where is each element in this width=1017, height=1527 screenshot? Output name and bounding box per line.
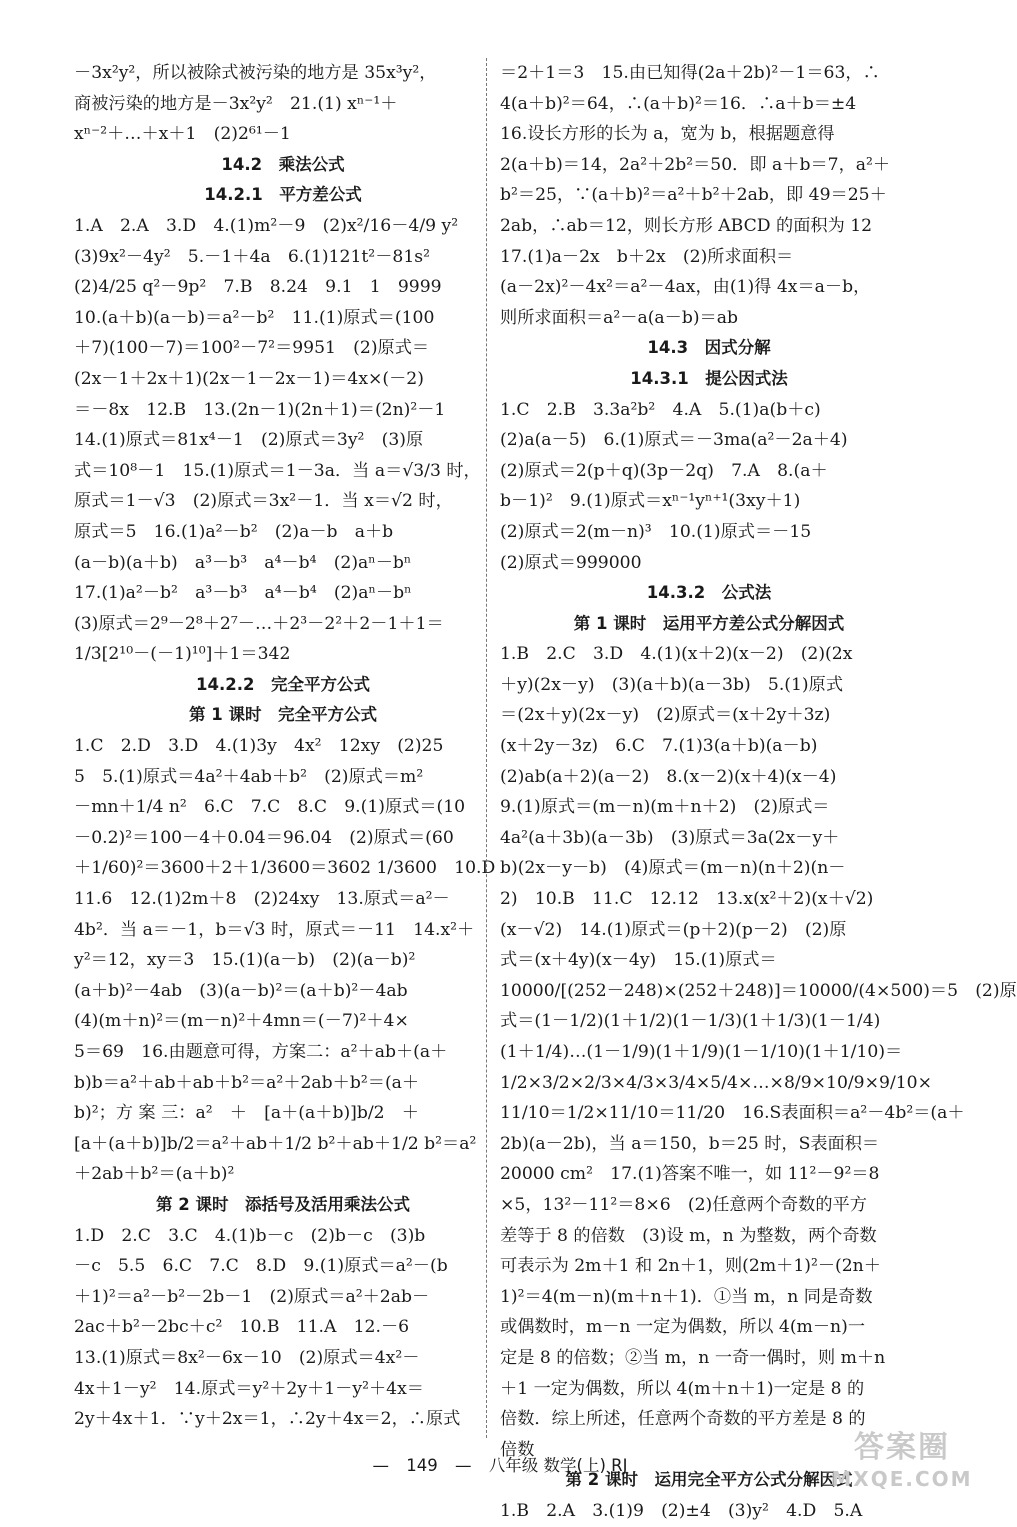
answer-line: (2)4/25 q²－9p² 7.B 8.24 9.1 1 9999 <box>74 277 442 298</box>
answer-line: 11/10＝1/2×11/10＝11/20 16.S表面积＝a²－4b²＝(a＋ <box>500 1103 965 1124</box>
answer-line: (2)原式＝2(p＋q)(3p－2q) 7.A 8.(a＋ <box>500 460 828 481</box>
answer-line: 4a²(a＋3b)(a－3b) (3)原式＝3a(2x－y＋ <box>500 827 840 848</box>
answer-line: (3)原式＝2⁹－2⁸＋2⁷－…＋2³－2²＋2－1＋1＝ <box>74 613 444 634</box>
answer-line: 2(a＋b)＝14，2a²＋2b²＝50．即 a＋b＝7，a²＋ <box>500 154 891 175</box>
answer-line: (1＋1/4)…(1－1/9)(1＋1/9)(1－1/10)(1＋1/10)＝ <box>500 1042 903 1062</box>
answer-line: 1.A 2.A 3.D 4.(1)m²－9 (2)x²/16－4/9 y² <box>74 215 459 236</box>
answer-line: 2ab，∴ab＝12，则长方形 ABCD 的面积为 12 <box>500 215 873 236</box>
answer-line: 商被污染的地方是－3x²y² 21.(1) xⁿ⁻¹＋ <box>74 93 398 114</box>
answer-line: 式＝(1－1/2)(1＋1/2)(1－1/3)(1＋1/3)(1－1/4) <box>500 1011 881 1032</box>
answer-line: ＝－8x 12.B 13.(2n－1)(2n＋1)＝(2n)²－1 <box>74 399 446 420</box>
answer-line: 11.6 12.(1)2m＋8 (2)24xy 13.原式＝a²－ <box>74 889 450 910</box>
answer-line: －mn＋1/4 n² 6.C 7.C 8.C 9.(1)原式＝(10 <box>74 797 466 818</box>
answer-line: －0.2)²＝100－4＋0.04＝96.04 (2)原式＝(60 <box>74 827 454 848</box>
watermark-url: MXQE.COM <box>831 1467 973 1491</box>
answer-line: 或偶数时，m－n 一定为偶数，所以 4(m－n)一 <box>500 1317 866 1338</box>
section-heading: 第 1 课时 运用平方差公式分解因式 <box>573 613 845 633</box>
watermark-logo <box>822 1429 982 1499</box>
answer-line: 13.(1)原式＝8x²－6x－10 (2)原式＝4x²－ <box>74 1347 420 1368</box>
answer-line: (x－√2) 14.(1)原式＝(p＋2)(p－2) (2)原 <box>500 919 847 940</box>
answer-line: 5＝69 16.由题意可得，方案二：a²＋ab＋(a＋ <box>74 1042 448 1062</box>
answer-line: 17.(1)a²－b² a³－b³ a⁴－b⁴ (2)aⁿ－bⁿ <box>74 583 412 604</box>
footer-dash-right: — <box>455 1456 472 1475</box>
answer-line: ＝2＋1＝3 15.由已知得(2a＋2b)²－1＝63，∴ <box>500 63 880 83</box>
answer-line: 2b)(a－2b)，当 a＝150，b＝25 时，S表面积＝ <box>500 1133 880 1154</box>
answer-line: (2)ab(a＋2)(a－2) 8.(x－2)(x＋4)(x－4) <box>500 766 837 787</box>
answer-line: 4x＋1－y² 14.原式＝y²＋2y＋1－y²＋4x＝ <box>74 1378 424 1399</box>
answer-line: (2x－1＋2x＋1)(2x－1－2x－1)＝4x×(－2) <box>74 368 424 389</box>
answer-line: －c 5.5 6.C 7.C 8.D 9.(1)原式＝a²－(b <box>74 1256 448 1277</box>
section-heading: 14.2.2 完全平方公式 <box>196 674 370 694</box>
answer-line: 10.(a＋b)(a－b)＝a²－b² 11.(1)原式＝(100 <box>74 307 435 328</box>
answer-line: 4b²．当 a＝－1，b＝√3 时，原式＝－11 14.x²＋ <box>74 919 475 940</box>
answer-line: 2) 10.B 11.C 12.12 13.x(x²＋2)(x＋√2) <box>500 889 874 910</box>
answer-line: 定是 8 的倍数；②当 m，n 一奇一偶时，则 m＋n <box>500 1347 886 1368</box>
answer-line: ＋1/60)²＝3600＋2＋1/3600＝3602 1/3600 10.D <box>74 858 496 879</box>
answer-line: 2ac＋b²－2bc＋c² 10.B 11.A 12.－6 <box>74 1317 410 1338</box>
answer-line: (3)9x²－4y² 5.－1＋4a 6.(1)121t²－81s² <box>74 246 430 267</box>
column-divider <box>486 58 487 1438</box>
answer-line: 5 5.(1)原式＝4a²＋4ab＋b² (2)原式＝m² <box>74 766 424 787</box>
section-heading: 第 1 课时 完全平方公式 <box>189 705 377 725</box>
answer-line: ×5，13²－11²＝8×6 (2)任意两个奇数的平方 <box>500 1194 867 1215</box>
answer-line: b)b＝a²＋ab＋ab＋b²＝a²＋2ab＋b²＝(a＋ <box>74 1072 420 1093</box>
answer-line: 1.B 2.A 3.(1)9 (2)±4 (3)y² 4.D 5.A <box>500 1500 863 1521</box>
answer-line: ＋2ab＋b²＝(a＋b)² <box>74 1164 235 1185</box>
answer-line: 17.(1)a－2x b＋2x (2)所求面积＝ <box>500 246 794 267</box>
answer-line: 可表示为 2m＋1 和 2n＋1，则(2m＋1)²－(2n＋ <box>500 1256 881 1277</box>
answer-line: b－1)² 9.(1)原式＝xⁿ⁻¹yⁿ⁺¹(3xy＋1) <box>500 491 801 512</box>
answer-line: 式＝(x＋4y)(x－4y) 15.(1)原式＝ <box>500 950 777 971</box>
answer-line: b)(2x－y－b) (4)原式＝(m－n)(n＋2)(n－ <box>500 858 846 879</box>
section-heading: 14.3.1 提公因式法 <box>630 368 788 388</box>
answer-line: 2y＋4x＋1．∵y＋2x＝1，∴2y＋4x＝2，∴原式 <box>74 1409 461 1430</box>
answer-line: (2)a(a－5) 6.(1)原式＝－3ma(a²－2a＋4) <box>500 430 848 451</box>
answer-line: 1.B 2.C 3.D 4.(1)(x＋2)(x－2) (2)(2x <box>500 644 853 665</box>
answer-line: 则所求面积＝a²－a(a－b)＝ab <box>500 307 738 328</box>
answer-line: (a＋b)²－4ab (3)(a－b)²＝(a＋b)²－4ab <box>74 980 408 1001</box>
section-heading: 14.2 乘法公式 <box>221 154 345 174</box>
left-column <box>74 58 496 1435</box>
section-heading: 14.3 因式分解 <box>647 338 771 358</box>
answer-line: b)²；方 案 三：a² ＋ [a＋(a＋b)]b/2 ＋ <box>74 1103 419 1124</box>
watermark-text: 答案圈 <box>854 1430 950 1465</box>
answer-line: 倍数．综上所述，任意两个奇数的平方差是 8 的 <box>500 1409 866 1430</box>
answer-line: 1/2×3/2×2/3×4/3×3/4×5/4×…×8/9×10/9×9/10× <box>500 1072 933 1093</box>
answer-line: (x＋2y－3z) 6.C 7.(1)3(a＋b)(a－b) <box>500 736 818 757</box>
answer-line: 1.C 2.B 3.3a²b² 4.A 5.(1)a(b＋c) <box>500 399 821 420</box>
answer-line: 原式＝5 16.(1)a²－b² (2)a－b a＋b <box>74 521 394 542</box>
footer-dash-left: — <box>372 1456 390 1475</box>
section-heading: 第 2 课时 添括号及活用乘法公式 <box>156 1194 410 1214</box>
answer-line: 原式＝1－√3 (2)原式＝3x²－1．当 x＝√2 时， <box>74 491 453 512</box>
answer-line: 14.(1)原式＝81x⁴－1 (2)原式＝3y² (3)原 <box>74 430 424 451</box>
answer-line: 1.C 2.D 3.D 4.(1)3y 4x² 12xy (2)25 <box>74 736 444 757</box>
answer-line: －3x²y²，所以被除式被污染的地方是 35x³y²， <box>74 63 437 83</box>
answer-line: ＋1)²＝a²－b²－2b－1 (2)原式＝a²＋2ab－ <box>74 1286 430 1307</box>
answer-line: b²＝25，∵(a＋b)²＝a²＋b²＋2ab，即 49＝25＋ <box>500 185 887 206</box>
answer-line: 1/3[2¹⁰－(－1)¹⁰]＋1＝342 <box>74 644 291 665</box>
answer-line: 9.(1)原式＝(m－n)(m＋n＋2) (2)原式＝ <box>500 797 830 818</box>
answer-line: 倍数 <box>500 1439 535 1460</box>
answer-line: (2)原式＝999000 <box>500 552 642 573</box>
section-heading: 第 2 课时 运用完全平方公式分解因式 <box>565 1470 853 1490</box>
section-heading: 14.3.2 公式法 <box>646 583 772 603</box>
answer-line: 1.D 2.C 3.C 4.(1)b－c (2)b－c (3)b <box>74 1225 426 1246</box>
answer-line: 16.设长方形的长为 a，宽为 b，根据题意得 <box>500 124 835 145</box>
grade-subject-label: 八年级 数学(上) RJ <box>488 1456 628 1475</box>
answer-line: (4)(m＋n)²＝(m－n)²＋4mn＝(－7)²＋4× <box>74 1011 409 1032</box>
answer-line: ＝(2x＋y)(2x－y) (2)原式＝(x＋2y＋3z) <box>500 705 831 726</box>
answer-line: ＋y)(2x－y) (3)(a＋b)(a－3b) 5.(1)原式 <box>500 674 844 695</box>
answer-line: (a－2x)²－4x²＝a²－4ax，由(1)得 4x＝a－b， <box>500 277 871 298</box>
answer-line: 式＝10⁸－1 15.(1)原式＝1－3a．当 a＝√3/3 时， <box>74 460 481 481</box>
answer-line: (a－b)(a＋b) a³－b³ a⁴－b⁴ (2)aⁿ－bⁿ <box>74 552 412 573</box>
answer-line: ＋1 一定为偶数，所以 4(m＋n＋1)一定是 8 的 <box>500 1378 865 1399</box>
answer-line: xⁿ⁻²＋…＋x＋1 (2)2⁶¹－1 <box>74 124 291 145</box>
answer-line: 10000/[(252－248)×(252＋248)]＝10000/(4×500)＝5 (2)原 <box>500 980 1017 1001</box>
answer-line: (2)原式＝2(m－n)³ 10.(1)原式＝－15 <box>500 521 812 542</box>
answer-line: 4(a＋b)²＝64，∴(a＋b)²＝16．∴a＋b＝±4 <box>500 93 857 114</box>
answer-line: 1)²＝4(m－n)(m＋n＋1)．①当 m，n 同是奇数 <box>500 1286 873 1307</box>
answer-line: 差等于 8 的倍数 (3)设 m，n 为整数，两个奇数 <box>500 1225 877 1246</box>
right-column <box>500 58 1017 1527</box>
section-heading: 14.2.1 平方差公式 <box>204 185 362 205</box>
answer-line: y²＝12，xy＝3 15.(1)(a－b) (2)(a－b)² <box>74 950 416 971</box>
answer-line: 20000 cm² 17.(1)答案不唯一，如 11²－9²＝8 <box>500 1164 880 1185</box>
answer-line: [a＋(a＋b)]b/2＝a²＋ab＋1/2 b²＋ab＋1/2 b²＝a² <box>74 1133 477 1154</box>
answer-line: ＋7)(100－7)＝100²－7²＝9951 (2)原式＝ <box>74 338 430 359</box>
page-number: 149 <box>406 1456 438 1475</box>
